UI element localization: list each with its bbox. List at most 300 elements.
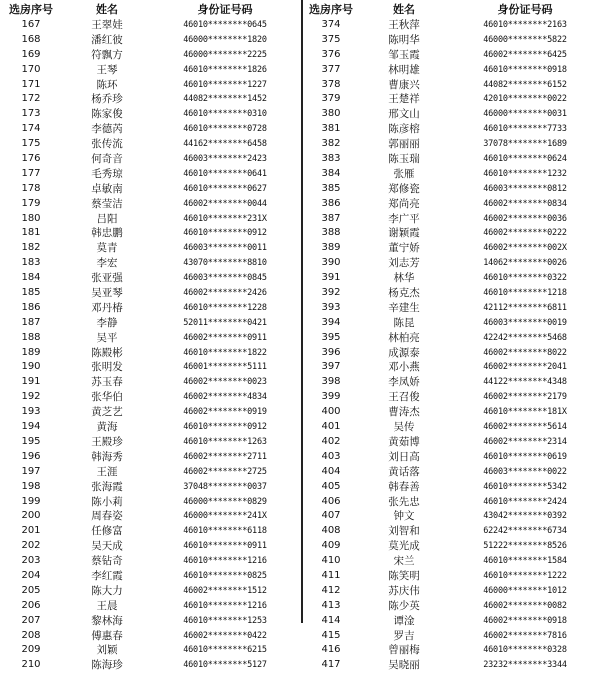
name-cell: 王涯 <box>96 465 118 478</box>
room-no-cell: 374 <box>321 19 341 30</box>
table-row <box>306 301 598 316</box>
id-number-cell: 46002********8022 <box>483 347 567 358</box>
name-cell: 黄海 <box>96 421 118 434</box>
table-row <box>0 331 298 346</box>
room-no-cell: 192 <box>21 391 41 403</box>
table-row <box>306 137 598 152</box>
name-cell: 李广平 <box>388 212 420 225</box>
name-cell: 李红霞 <box>91 569 123 582</box>
name-cell: 陈笑明 <box>388 569 420 582</box>
id-number-cell: 46002********0834 <box>483 198 567 209</box>
table-row <box>0 137 298 152</box>
table-row <box>0 197 298 212</box>
room-no-cell: 412 <box>321 584 341 596</box>
room-no-cell: 167 <box>21 19 41 30</box>
id-number-cell: 46000********1012 <box>483 585 567 596</box>
table-row <box>0 226 298 241</box>
room-no-cell: 204 <box>21 569 41 581</box>
name-cell: 陈家俊 <box>91 108 123 121</box>
name-cell: 邓小燕 <box>388 361 420 374</box>
room-no-cell: 186 <box>21 301 41 313</box>
id-number-cell: 46002********2725 <box>183 466 267 477</box>
table-row <box>306 375 598 390</box>
room-no-cell: 405 <box>321 480 341 492</box>
id-number-cell: 46002********0222 <box>483 228 567 239</box>
room-no-cell: 180 <box>21 212 41 224</box>
table-row <box>0 78 298 93</box>
name-cell: 陈小莉 <box>91 495 123 508</box>
table-row <box>306 569 598 584</box>
header-id-number: 身份证号码 <box>497 3 553 16</box>
name-cell: 钟文 <box>393 510 415 523</box>
room-no-cell: 398 <box>321 376 341 388</box>
id-number-cell: 42010********0022 <box>483 94 567 105</box>
table-row <box>0 435 298 450</box>
header-room-no: 选房序号 <box>309 3 353 16</box>
room-no-cell: 185 <box>21 287 41 299</box>
room-no-cell: 417 <box>321 659 341 671</box>
id-number-cell: 46010********0912 <box>183 422 267 433</box>
id-number-cell: 46002********4834 <box>183 392 267 403</box>
table-row <box>0 241 298 256</box>
name-cell: 黄话落 <box>388 465 420 478</box>
table-row <box>0 390 298 405</box>
id-number-cell: 46003********0011 <box>183 243 267 254</box>
name-cell: 陈少英 <box>388 599 420 612</box>
table-row <box>306 554 598 569</box>
id-number-cell: 46003********0812 <box>483 183 567 194</box>
table-row <box>306 495 598 510</box>
name-cell: 吕阳 <box>96 212 118 225</box>
table-row <box>0 658 298 673</box>
table-row <box>306 256 598 271</box>
table-row <box>0 584 298 599</box>
name-cell: 陈明华 <box>388 33 420 46</box>
id-number-cell: 46010********0912 <box>183 228 267 239</box>
table-row <box>0 465 298 480</box>
room-no-cell: 188 <box>21 331 41 343</box>
id-number-cell: 46002********0911 <box>183 332 267 343</box>
table-row <box>0 420 298 435</box>
name-cell: 吴晓丽 <box>388 659 420 672</box>
id-number-cell: 46010********1584 <box>483 556 567 567</box>
name-cell: 任修富 <box>91 525 123 538</box>
room-no-cell: 411 <box>321 569 341 581</box>
room-no-cell: 181 <box>21 227 41 239</box>
table-row <box>0 614 298 629</box>
id-number-cell: 46002********0082 <box>483 600 567 611</box>
room-no-cell: 406 <box>321 495 341 507</box>
room-no-cell: 194 <box>21 421 41 433</box>
id-number-cell: 51222********8526 <box>483 541 567 552</box>
name-cell: 王殿珍 <box>91 435 123 448</box>
id-number-cell: 46002********7816 <box>483 630 567 641</box>
table-row <box>306 420 598 435</box>
name-cell: 李静 <box>96 316 118 329</box>
table-row <box>0 256 298 271</box>
room-no-cell: 407 <box>321 510 341 522</box>
table-row <box>0 569 298 584</box>
id-number-cell: 46010********5342 <box>483 481 567 492</box>
table-row <box>0 271 298 286</box>
name-cell: 邢文山 <box>388 108 420 121</box>
table-row <box>0 122 298 137</box>
name-cell: 张先忠 <box>388 495 420 508</box>
id-number-cell: 46002********6425 <box>483 49 567 60</box>
room-no-cell: 208 <box>21 629 41 641</box>
room-no-cell: 190 <box>21 361 41 373</box>
id-number-cell: 46010********0310 <box>183 109 267 120</box>
room-no-cell: 391 <box>321 272 341 284</box>
room-no-cell: 413 <box>321 599 341 611</box>
room-no-cell: 178 <box>21 182 41 194</box>
id-number-cell: 46003********0022 <box>483 466 567 477</box>
room-no-cell: 384 <box>321 167 341 179</box>
id-number-cell: 46010********1216 <box>183 600 267 611</box>
name-cell: 谭淦 <box>393 614 415 627</box>
table-row <box>306 614 598 629</box>
room-no-cell: 410 <box>321 555 341 567</box>
id-number-cell: 46010********6118 <box>183 526 267 537</box>
name-cell: 韩忠鹏 <box>91 227 123 240</box>
name-cell: 陈玉瑞 <box>388 153 420 166</box>
id-number-cell: 46010********1232 <box>483 168 567 179</box>
table-row <box>306 658 598 673</box>
room-no-cell: 381 <box>321 123 341 135</box>
id-number-cell: 46010********0624 <box>483 154 567 165</box>
name-cell: 张明发 <box>91 361 123 374</box>
header-id-number: 身份证号码 <box>197 3 253 16</box>
room-no-cell: 199 <box>21 495 41 507</box>
room-no-cell: 200 <box>21 510 41 522</box>
id-number-cell: 46010********231X <box>183 213 267 224</box>
room-no-cell: 196 <box>21 450 41 462</box>
room-no-cell: 379 <box>321 93 341 105</box>
name-cell: 陈海珍 <box>91 659 123 672</box>
table-row <box>306 197 598 212</box>
name-cell: 蔡钻奇 <box>91 555 123 568</box>
id-number-cell: 46002********002X <box>483 243 567 254</box>
id-number-cell: 44082********6152 <box>483 79 567 90</box>
table-row <box>0 495 298 510</box>
name-cell: 李凤娇 <box>388 376 420 389</box>
table-row <box>0 524 298 539</box>
id-number-cell: 46003********0845 <box>183 273 267 284</box>
id-number-cell: 46010********1822 <box>183 347 267 358</box>
name-cell: 黄芝艺 <box>91 406 123 419</box>
name-cell: 陈环 <box>96 78 118 91</box>
table-row <box>306 167 598 182</box>
table-row <box>306 435 598 450</box>
id-number-cell: 62242********6734 <box>483 526 567 537</box>
id-number-cell: 44162********6458 <box>183 139 267 150</box>
header-name: 姓名 <box>96 3 118 16</box>
table-row <box>306 316 598 331</box>
table-header <box>306 0 598 18</box>
table-row <box>306 33 598 48</box>
table-header <box>0 0 298 18</box>
id-number-cell: 46002********0036 <box>483 213 567 224</box>
id-number-cell: 46010********2163 <box>483 20 567 30</box>
room-no-cell: 182 <box>21 242 41 254</box>
id-number-cell: 46002********5614 <box>483 422 567 433</box>
id-number-cell: 42112********6811 <box>483 302 567 313</box>
table-row <box>306 390 598 405</box>
id-number-cell: 46003********0019 <box>483 317 567 328</box>
name-cell: 罗吉 <box>393 629 415 642</box>
id-number-cell: 46000********1820 <box>183 34 267 45</box>
table-row <box>306 346 598 361</box>
table-row <box>306 241 598 256</box>
id-number-cell: 46003********2423 <box>183 154 267 165</box>
table-row <box>0 629 298 644</box>
table-row <box>0 539 298 554</box>
table-row <box>306 599 598 614</box>
header-room-no: 选房序号 <box>9 3 53 16</box>
table-row <box>306 405 598 420</box>
id-number-cell: 46010********0918 <box>483 64 567 75</box>
right-table-body <box>306 18 598 673</box>
table-row <box>306 286 598 301</box>
name-cell: 陈殿彬 <box>91 346 123 359</box>
name-cell: 吴平 <box>96 331 118 344</box>
id-number-cell: 46010********2424 <box>483 496 567 507</box>
name-cell: 吴亚琴 <box>91 287 123 300</box>
id-number-cell: 37078********1689 <box>483 139 567 150</box>
id-number-cell: 46010********0825 <box>183 570 267 581</box>
table-row <box>0 63 298 78</box>
table-row <box>306 509 598 524</box>
table-row <box>0 316 298 331</box>
room-no-cell: 404 <box>321 465 341 477</box>
id-number-cell: 46002********2426 <box>183 288 267 299</box>
id-number-cell: 46010********0322 <box>483 273 567 284</box>
right-column-table <box>306 0 598 672</box>
name-cell: 何奇音 <box>91 153 123 166</box>
id-number-cell: 46010********0911 <box>183 541 267 552</box>
room-no-cell: 402 <box>321 435 341 447</box>
room-no-cell: 193 <box>21 406 41 418</box>
id-number-cell: 46000********241X <box>183 511 267 522</box>
room-no-cell: 385 <box>321 182 341 194</box>
id-number-cell: 46002********0023 <box>183 377 267 388</box>
name-cell: 郭丽丽 <box>388 138 420 151</box>
name-cell: 莫光成 <box>388 540 420 553</box>
name-cell: 邹玉霞 <box>388 48 420 61</box>
room-no-cell: 172 <box>21 93 41 105</box>
name-cell: 成源泰 <box>388 346 420 359</box>
name-cell: 郑尚亮 <box>388 197 420 210</box>
room-no-cell: 191 <box>21 376 41 388</box>
room-no-cell: 176 <box>21 153 41 165</box>
room-no-cell: 390 <box>321 257 341 269</box>
id-number-cell: 46010********1263 <box>183 436 267 447</box>
id-number-cell: 46002********0044 <box>183 198 267 209</box>
room-no-cell: 409 <box>321 540 341 552</box>
room-no-cell: 382 <box>321 138 341 150</box>
table-row <box>306 539 598 554</box>
name-cell: 潘红彼 <box>91 33 123 46</box>
id-number-cell: 46002********0918 <box>483 615 567 626</box>
name-cell: 吴天成 <box>91 540 123 553</box>
left-column-table <box>0 0 298 672</box>
room-no-cell: 375 <box>321 33 341 45</box>
id-number-cell: 23232********3344 <box>483 660 567 671</box>
id-number-cell: 46010********1826 <box>183 64 267 75</box>
name-cell: 苏庆伟 <box>388 584 420 597</box>
table-row <box>0 212 298 227</box>
name-cell: 王楚祥 <box>388 93 420 106</box>
room-no-cell: 202 <box>21 540 41 552</box>
room-no-cell: 184 <box>21 272 41 284</box>
name-cell: 苏玉春 <box>91 376 123 389</box>
room-no-cell: 408 <box>321 525 341 537</box>
name-cell: 李德芮 <box>91 123 123 136</box>
table-row <box>306 271 598 286</box>
id-number-cell: 43042********0392 <box>483 511 567 522</box>
name-cell: 林华 <box>393 272 415 285</box>
room-no-cell: 388 <box>321 227 341 239</box>
id-number-cell: 46002********2711 <box>183 451 267 462</box>
name-cell: 杨克杰 <box>388 287 420 300</box>
name-cell: 郑修瓷 <box>388 182 420 195</box>
room-no-cell: 396 <box>321 346 341 358</box>
id-number-cell: 46002********0919 <box>183 407 267 418</box>
room-no-cell: 376 <box>321 48 341 60</box>
name-cell: 周春姿 <box>91 510 123 523</box>
room-no-cell: 378 <box>321 78 341 90</box>
table-row <box>306 584 598 599</box>
room-no-cell: 173 <box>21 108 41 120</box>
id-number-cell: 46002********2041 <box>483 362 567 373</box>
name-cell: 蔡莹洁 <box>91 197 123 210</box>
room-no-cell: 377 <box>321 63 341 75</box>
name-cell: 黄茹博 <box>388 435 420 448</box>
name-cell: 刘智和 <box>388 525 420 538</box>
name-cell: 张华伯 <box>91 391 123 404</box>
id-number-cell: 44122********4348 <box>483 377 567 388</box>
name-cell: 谢颖霞 <box>388 227 420 240</box>
room-no-cell: 209 <box>21 644 41 656</box>
room-no-cell: 207 <box>21 614 41 626</box>
header-name: 姓名 <box>393 3 415 16</box>
room-no-cell: 175 <box>21 138 41 150</box>
table-row <box>306 643 598 658</box>
id-number-cell: 52011********0421 <box>183 317 267 328</box>
table-row <box>0 346 298 361</box>
table-row <box>0 107 298 122</box>
table-row <box>0 599 298 614</box>
table-row <box>306 480 598 495</box>
room-no-cell: 183 <box>21 257 41 269</box>
id-number-cell: 46000********0031 <box>483 109 567 120</box>
name-cell: 韩春善 <box>388 480 420 493</box>
name-cell: 曹涛杰 <box>388 406 420 419</box>
table-row <box>306 152 598 167</box>
room-no-cell: 389 <box>321 242 341 254</box>
room-no-cell: 179 <box>21 197 41 209</box>
table-row <box>0 480 298 495</box>
table-row <box>0 18 298 33</box>
id-number-cell: 46010********0728 <box>183 124 267 135</box>
room-no-cell: 403 <box>321 450 341 462</box>
id-number-cell: 42242********5468 <box>483 332 567 343</box>
name-cell: 黎林海 <box>91 614 123 627</box>
room-no-cell: 170 <box>21 63 41 75</box>
table-row <box>0 152 298 167</box>
room-no-cell: 174 <box>21 123 41 135</box>
table-row <box>0 48 298 63</box>
table-row <box>306 465 598 480</box>
name-cell: 韩海秀 <box>91 450 123 463</box>
id-number-cell: 14062********0026 <box>483 258 567 269</box>
room-no-cell: 187 <box>21 316 41 328</box>
id-number-cell: 46002********2314 <box>483 436 567 447</box>
room-no-cell: 177 <box>21 167 41 179</box>
id-number-cell: 46010********0641 <box>183 168 267 179</box>
room-no-cell: 401 <box>321 421 341 433</box>
id-number-cell: 43070********8810 <box>183 258 267 269</box>
id-number-cell: 46000********0829 <box>183 496 267 507</box>
room-no-cell: 397 <box>321 361 341 373</box>
name-cell: 张雁 <box>393 167 415 180</box>
table-row <box>0 375 298 390</box>
name-cell: 刘颖 <box>96 644 118 657</box>
name-cell: 王秋萍 <box>388 19 420 31</box>
room-no-cell: 386 <box>321 197 341 209</box>
name-cell: 吴传 <box>393 421 415 434</box>
table-row <box>306 524 598 539</box>
room-no-cell: 399 <box>321 391 341 403</box>
name-cell: 张亚强 <box>91 272 123 285</box>
table-row <box>306 78 598 93</box>
id-number-cell: 46010********1253 <box>183 615 267 626</box>
name-cell: 刘志芳 <box>388 257 420 270</box>
room-no-cell: 387 <box>321 212 341 224</box>
table-row <box>0 92 298 107</box>
table-row <box>0 301 298 316</box>
id-number-cell: 46010********0627 <box>183 183 267 194</box>
table-row <box>306 331 598 346</box>
room-no-cell: 400 <box>321 406 341 418</box>
id-number-cell: 46010********0645 <box>183 20 267 30</box>
name-cell: 王琴 <box>96 63 118 76</box>
name-cell: 辛建生 <box>388 301 420 314</box>
table-row <box>306 18 598 33</box>
name-cell: 曾丽梅 <box>388 644 420 657</box>
name-cell: 毛秀琼 <box>91 167 123 180</box>
table-row <box>306 122 598 137</box>
id-number-cell: 46010********1216 <box>183 556 267 567</box>
room-no-cell: 201 <box>21 525 41 537</box>
id-number-cell: 46010********6215 <box>183 645 267 656</box>
table-row <box>306 629 598 644</box>
name-cell: 李宏 <box>96 257 118 270</box>
name-cell: 傅惠春 <box>91 629 123 642</box>
room-no-cell: 415 <box>321 629 341 641</box>
name-cell: 张海霞 <box>91 480 123 493</box>
id-number-cell: 46002********0422 <box>183 630 267 641</box>
table-row <box>0 286 298 301</box>
id-number-cell: 44082********1452 <box>183 94 267 105</box>
name-cell: 卓敏南 <box>91 182 123 195</box>
table-row <box>306 450 598 465</box>
name-cell: 莫青 <box>96 242 118 255</box>
name-cell: 王翠娃 <box>91 19 123 31</box>
room-no-cell: 168 <box>21 33 41 45</box>
left-table-body <box>0 18 298 673</box>
table-row <box>0 33 298 48</box>
